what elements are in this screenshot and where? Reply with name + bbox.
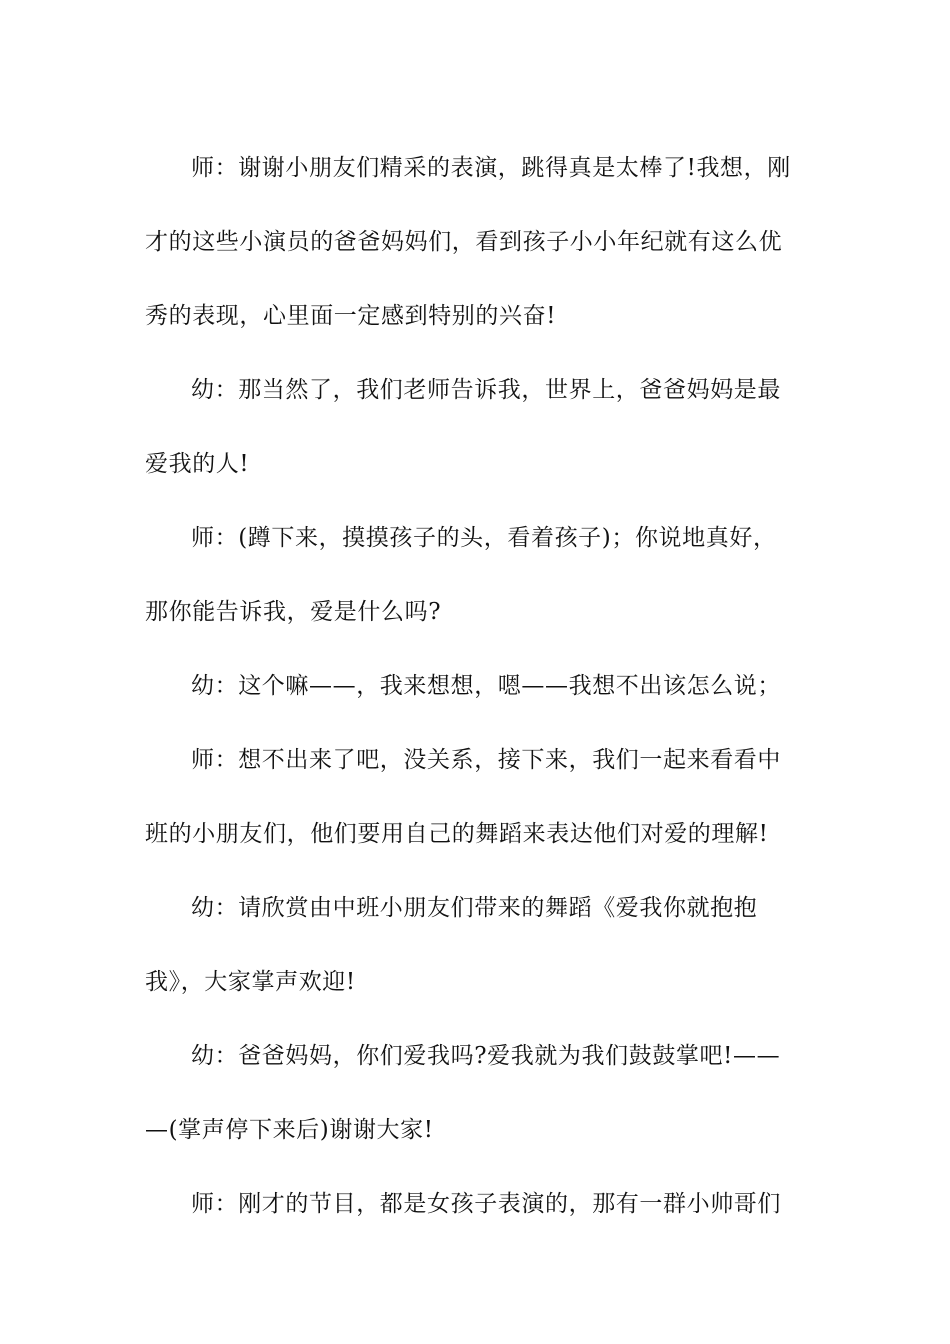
text-line: 师：谢谢小朋友们精采的表演，跳得真是太棒了!我想，刚 — [191, 155, 791, 181]
paragraph-child-thinking — [145, 649, 810, 723]
text-line: 幼：那当然了，我们老师告诉我，世界上，爸爸妈妈是最 — [191, 377, 781, 403]
text-line: 我》，大家掌声欢迎! — [145, 969, 356, 995]
text-line: 爱我的人! — [145, 451, 250, 477]
text-line: —(掌声停下来后)谢谢大家! — [145, 1117, 434, 1143]
text-line: 幼：这个嘛——，我来想想，嗯——我想不出该怎么说； — [191, 673, 781, 699]
paragraph-child-applause — [145, 1019, 810, 1167]
paragraph-teacher-next — [145, 1167, 810, 1241]
paragraph-teacher-thanks — [145, 131, 810, 353]
paragraph-child-announce — [145, 871, 810, 1019]
paragraph-teacher-question — [145, 501, 810, 649]
paragraph-teacher-intro — [145, 723, 810, 871]
paragraph-child-reply — [145, 353, 810, 501]
document-body — [145, 131, 810, 1241]
text-line: 幼：爸爸妈妈，你们爱我吗?爱我就为我们鼓鼓掌吧!—— — [191, 1043, 781, 1069]
text-line: 秀的表现，心里面一定感到特别的兴奋! — [145, 303, 557, 329]
text-line: 幼：请欣赏由中班小朋友们带来的舞蹈《爱我你就抱抱 — [191, 895, 758, 921]
text-line: 班的小朋友们，他们要用自己的舞蹈来表达他们对爱的理解! — [145, 821, 769, 847]
text-line: 师：(蹲下来，摸摸孩子的头，看着孩子)；你说地真好， — [191, 525, 777, 551]
text-line: 才的这些小演员的爸爸妈妈们，看到孩子小小年纪就有这么优 — [145, 229, 783, 255]
text-line: 师：想不出来了吧，没关系，接下来，我们一起来看看中 — [191, 747, 781, 773]
text-line: 师：刚才的节目，都是女孩子表演的，那有一群小帅哥们 — [191, 1191, 781, 1217]
text-line: 那你能告诉我，爱是什么吗? — [145, 599, 442, 625]
